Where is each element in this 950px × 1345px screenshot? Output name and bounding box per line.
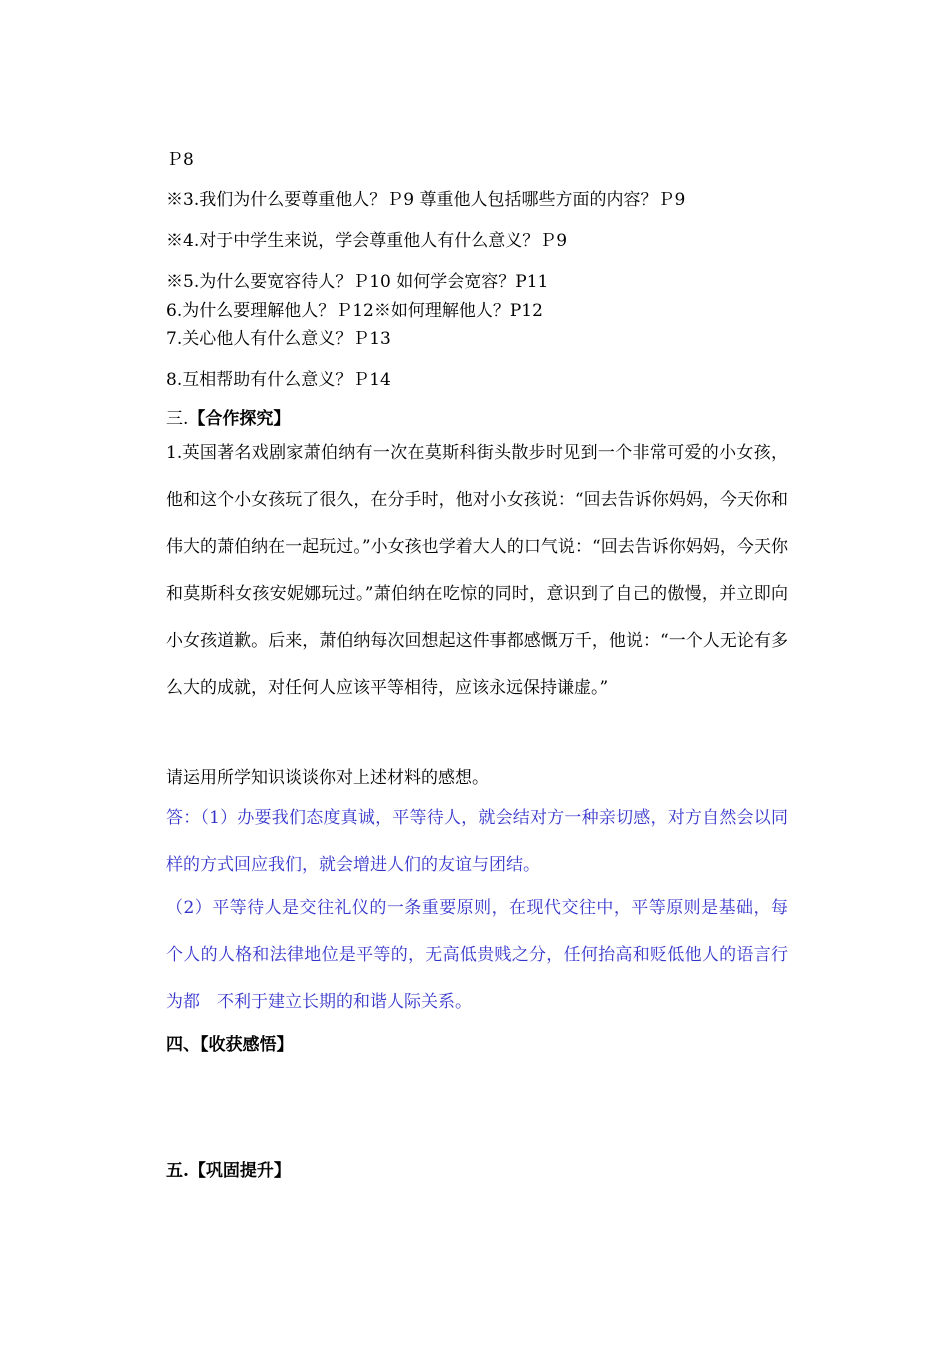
list-item-question-5: ※5.为什么要宽容待人？Ｐ10 如何学会宽容？P11 <box>166 272 549 292</box>
list-item-question-6: 6.为什么要理解他人？Ｐ12※如何理解他人？P12 <box>166 301 543 321</box>
passage-paragraph: 1.英国著名戏剧家萧伯纳有一次在莫斯科街头散步时见到一个非常可爱的小女孩，他和这个小女孩玩了很久，在分手时，他对小女孩说：“回去告诉你妈妈，今天你和伟大的萧伯纳在一起玩过。”小女孩也学着大人的口气说：“回去告诉你妈妈，今天你和莫斯科女孩安妮娜玩过。”萧伯纳在吃惊的同时，意识到了自己的傲慢，并立即向小女孩道歉。后来，萧伯纳每次回想起这件事都感慨万千，他说：“一个人无论有多么大的成就，对任何人应该平等相待，应该永远保持谦虚。” <box>166 443 788 698</box>
section-number: 三. <box>166 409 189 429</box>
list-item-question-8: 8.互相帮助有什么意义？Ｐ14 <box>166 370 391 390</box>
list-item-question-4: ※4.对于中学生来说，学会尊重他人有什么意义？Ｐ9 <box>166 231 568 251</box>
answer-paragraph-1: 答：（1）办要我们态度真诚，平等待人，就会结对方一种亲切感，对方自然会以同样的方式回应我们，就会增进人们的友谊与团结。 <box>166 808 788 875</box>
answer-paragraph-2: （2）平等待人是交往礼仪的一条重要原则，在现代交往中，平等原则是基础，每个人的人格和法律地位是平等的，无高低贵贱之分，任何抬高和贬低他人的语言行为都 不利于建立长期的和谐人际关系。 <box>166 898 788 1012</box>
list-item-question-7: 7.关心他人有什么意义？Ｐ13 <box>166 329 391 349</box>
list-item-p8: Ｐ8 <box>166 150 194 170</box>
section-title: 【合作探究】 <box>188 409 291 429</box>
question-prompt: 请运用所学知识谈谈你对上述材料的感想。 <box>166 768 489 788</box>
list-item-question-3: ※3.我们为什么要尊重他人？Ｐ9 尊重他人包括哪些方面的内容？Ｐ9 <box>166 190 686 210</box>
section-heading-cooperative-inquiry <box>166 409 290 429</box>
section-heading-reflection: 四、【收获感悟】 <box>166 1035 294 1055</box>
section-heading-consolidation: 五.【巩固提升】 <box>166 1161 291 1181</box>
